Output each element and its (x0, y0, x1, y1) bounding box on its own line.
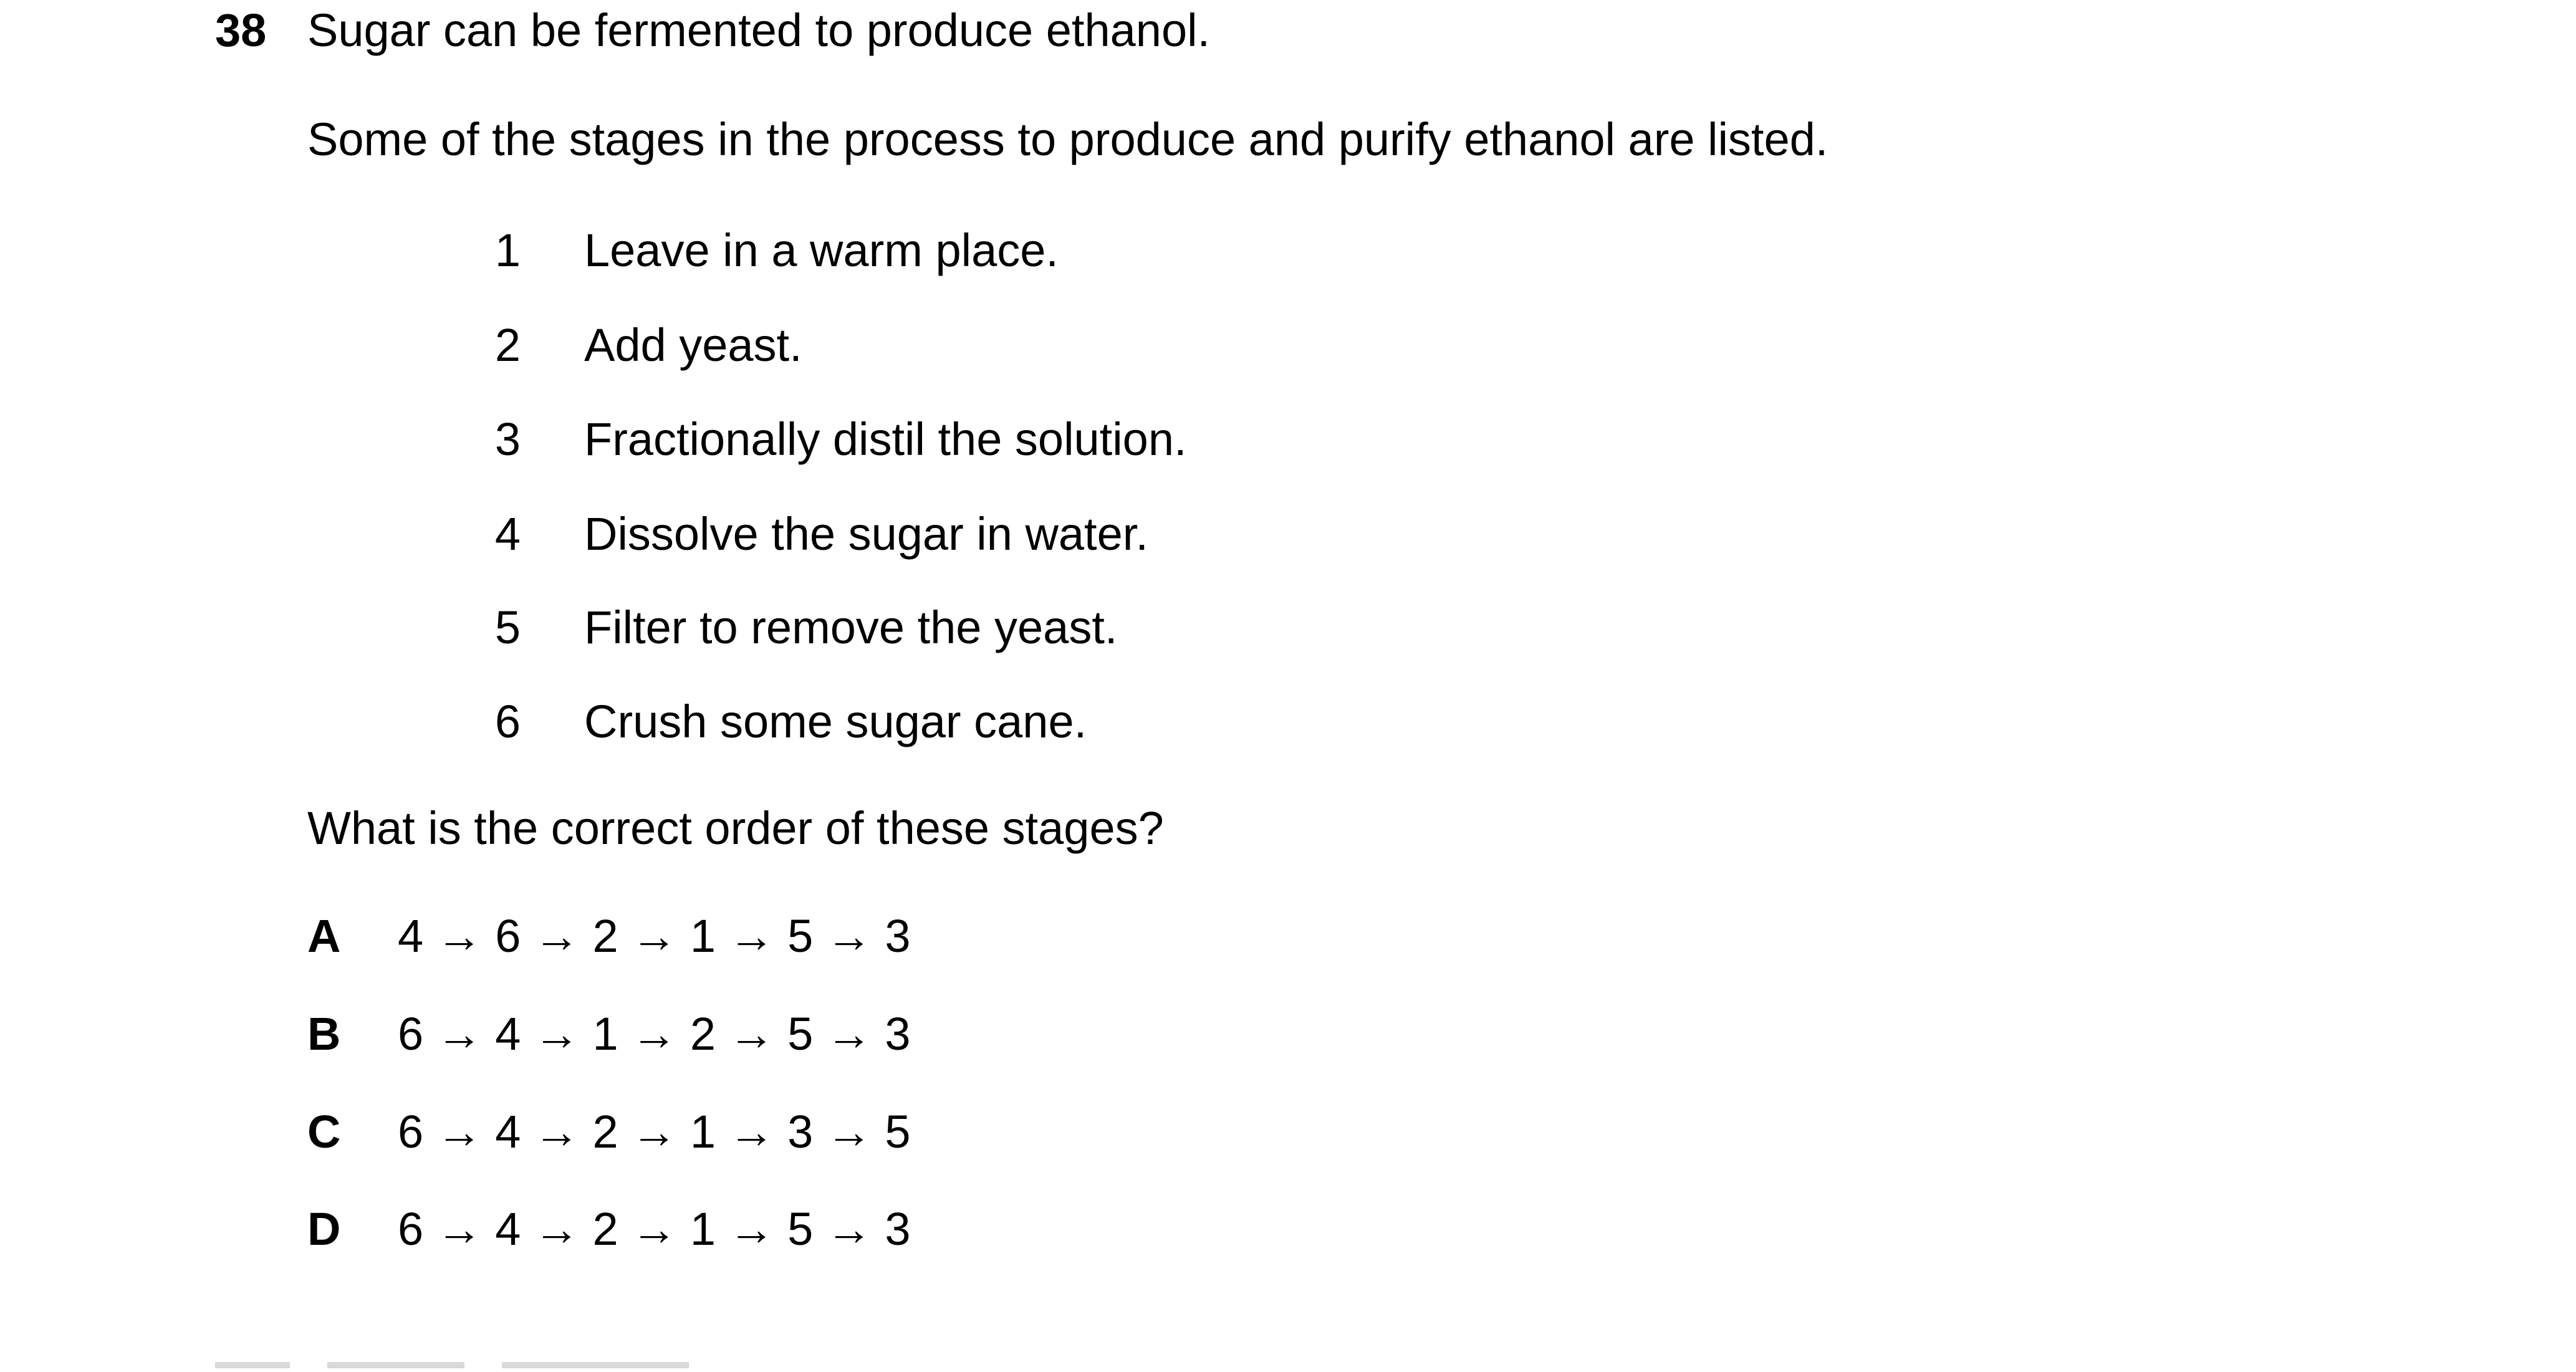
stage-text: Fractionally distil the solution. (584, 413, 1187, 465)
option-letter: B (307, 1008, 341, 1060)
stage-number: 5 (494, 602, 521, 653)
option-letter: A (307, 910, 341, 962)
stage-number: 3 (494, 413, 521, 465)
stage-text: Leave in a warm place. (584, 224, 1059, 276)
option-sequence: 6 → 4 → 2 → 1 → 3 → 5 (398, 1106, 911, 1158)
option-sequence: 4 → 6 → 2 → 1 → 5 → 3 (398, 910, 911, 962)
stage-number: 4 (494, 508, 521, 560)
option-letter: C (307, 1106, 341, 1158)
question-number: 38 (215, 4, 267, 56)
option-sequence: 6 → 4 → 1 → 2 → 5 → 3 (398, 1008, 911, 1060)
stage-text: Crush some sugar cane. (584, 696, 1087, 747)
question-intro: Some of the stages in the process to produce and purify ethanol are listed. (307, 113, 1829, 165)
stage-number: 2 (494, 319, 521, 371)
stage-text: Add yeast. (584, 319, 802, 371)
stage-text: Dissolve the sugar in water. (584, 508, 1148, 560)
stage-number: 1 (494, 224, 521, 276)
question-prompt: What is the correct order of these stages? (307, 802, 1164, 854)
option-letter: D (307, 1203, 341, 1255)
stage-number: 6 (494, 696, 521, 747)
option-sequence: 6 → 4 → 2 → 1 → 5 → 3 (398, 1203, 911, 1255)
question-stem: Sugar can be fermented to produce ethanol. (307, 4, 1211, 56)
stage-text: Filter to remove the yeast. (584, 602, 1118, 653)
cropped-next-content (215, 1362, 1337, 1372)
